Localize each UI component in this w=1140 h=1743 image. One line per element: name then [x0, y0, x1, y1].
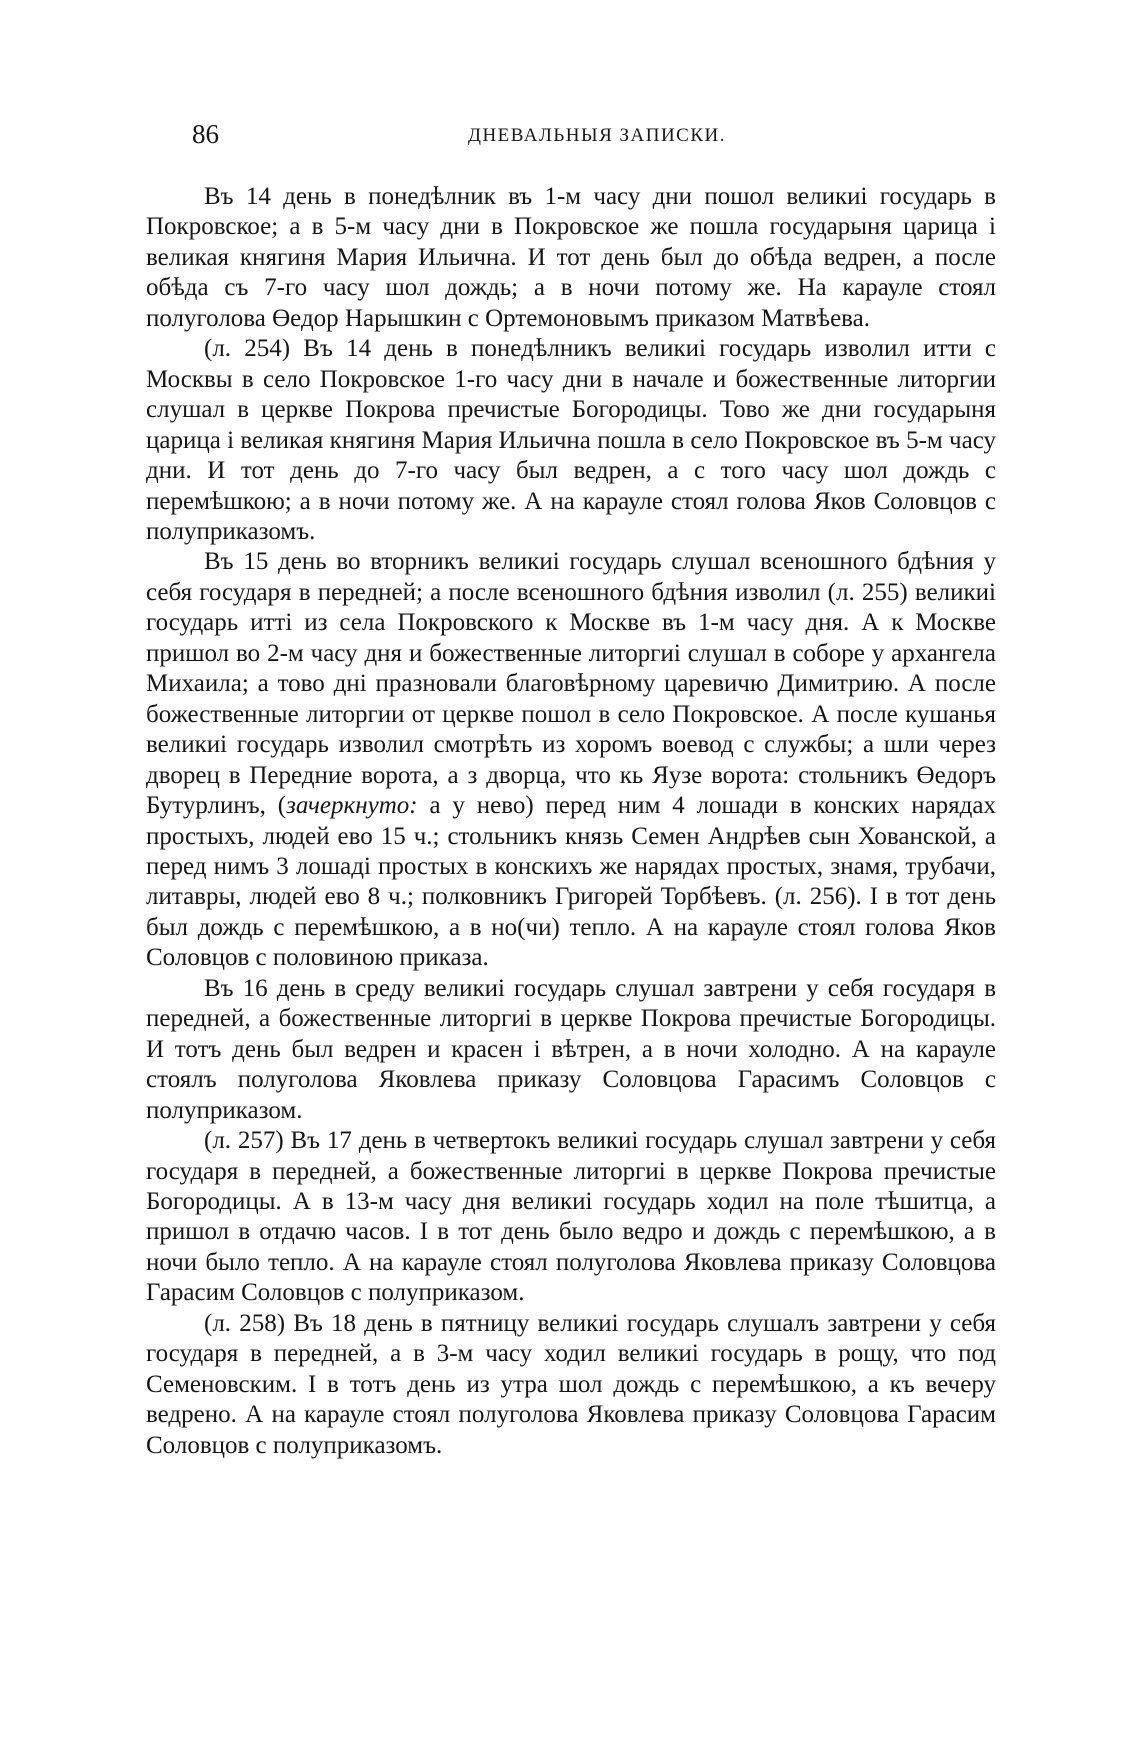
page-body	[146, 182, 996, 1461]
paragraph-day-15	[146, 547, 996, 973]
paragraph-day-17: (л. 257) Въ 17 день в четвертокъ великиі государь слушал завтрени у себя государя в передней, а божественные литоргиі в церкве Покрова пречистые Богородицы. А в 13-м часу дня великиі государь ходил на поле тѣшитца, а пришол в отдачю часов. І в тот день было ведро и дождь с перемѣшкою, а в ночи было тепло. А на карауле стоял полуголова Яковлева приказу Соловцова Гарасим Соловцов с полуприказом.	[146, 1127, 996, 1307]
editorial-note-struck-out: зачеркнуто:	[286, 792, 418, 820]
paragraph-day-15-text-after: а у нево) перед ним 4 лошади в конских нарядах простыхъ, людей ево 15 ч.; стольникъ князь Семен Андрѣев сын Хованской, а перед нимъ 3 лошаді простых в конскихъ же нарядах простых, знамя, трубачи, литавры, людей ево 8 ч.; полковникъ Григорей Торбѣевъ. (л. 256). І в тот день был дождь с перемѣшкою, а в но(чи) тепло. А на карауле стоял голова Яков Соловцов с половиною приказа.	[146, 792, 996, 972]
paragraph-day-16: Въ 16 день в среду великиі государь слушал завтрени у себя государя в передней, а божественные литоргиі в церкве Покрова пречистые Богородицы. И тотъ день был ведрен и красен і вѣтрен, а в ночи холодно. А на карауле стоялъ полуголова Яковлева приказу Соловцова Гарасимъ Соловцов с полуприказом.	[146, 974, 996, 1124]
page-number: 86	[192, 119, 219, 149]
running-title: ДНЕВАЛЬНЫЯ ЗАПИСКИ.	[468, 125, 726, 146]
page-header	[192, 118, 1002, 158]
paragraph-day-14-second: (л. 254) Въ 14 день в понедѣлникъ великиі государь изволил итти с Москвы в село Покровское 1-го часу дни в начале и божественные литоргии слушал в церкве Покрова пречистые Богородицы. Тово же дни государыня царица і великая княгиня Мария Ильична пошла в село Покровское въ 5-м часу дни. И тот день до 7-го часу был ведрен, а с того часу шол дождь с перемѣшкою; а в ночи потому же. А на карауле стоял голова Яков Соловцов с полуприказомъ.	[146, 335, 996, 545]
paragraph-day-18: (л. 258) Въ 18 день в пятницу великиі государь слушалъ завтрени у себя государя в передней, а в 3-м часу ходил великиі государь в рощу, что под Семеновским. І в тотъ день из утра шол дождь с перемѣшкою, а къ вечеру ведрено. А на карауле стоял полуголова Яковлева приказу Соловцова Гарасим Соловцов с полуприказомъ.	[146, 1309, 996, 1459]
paragraph-day-14-first: Въ 14 день в понедѣлник въ 1-м часу дни пошол великиі государь в Покровское; а в 5-м часу дни в Покровское же пошла государыня царица і великая княгиня Мария Ильична. И тот день был до обѣда ведрен, а после обѣда съ 7-го часу шол дождь; а в ночи потому же. На карауле стоял полуголова Өедор Нарышкин с Ортемоновымъ приказом Матвѣева.	[146, 183, 996, 332]
paragraph-day-15-text-before: Въ 15 день во вторникъ великиі государь слушал всеношного бдѣния у себя государя в передней; а после всеношного бдѣния изволил (л. 255) великиі государь итті из села Покровского к Москве въ 1-м часу дня. А к Москве пришол во 2-м часу дня и божественные литоргиі слушал в соборе у архангела Михаила; а тово дні празновали благовѣрному царевичю Димитрию. А после божественные литоргии от церкве пошол в село Покровское. А после кушанья великиі государь изволил смотрѣть из хоромъ воевод с службы; а шли через дворец в Передние ворота, а з дворца, что кь Яузе ворота: стольникъ Өедоръ Бутурлинъ, (	[146, 548, 996, 820]
